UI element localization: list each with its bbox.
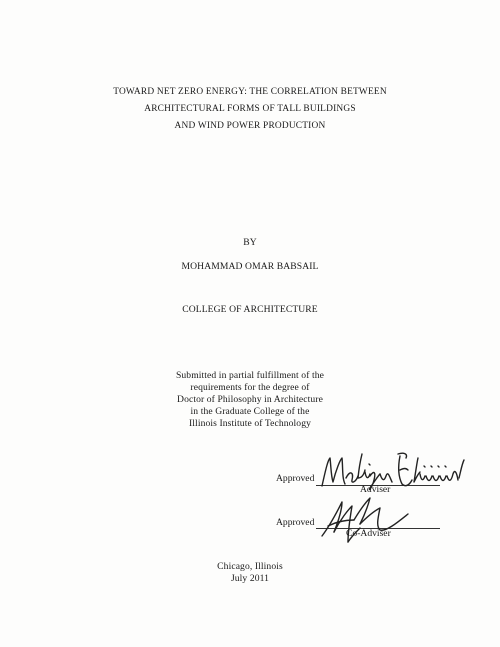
submission-date: July 2011 bbox=[230, 573, 270, 584]
thesis-title-line-3: AND WIND POWER PRODUCTION bbox=[174, 121, 326, 131]
submission-line-3: Doctor of Philosophy in Architecture bbox=[177, 394, 323, 405]
adviser-approved-label: Approved bbox=[276, 473, 315, 484]
submission-line-4: in the Graduate College of the bbox=[190, 406, 310, 417]
place: Chicago, Illinois bbox=[217, 561, 283, 572]
thesis-title-line-1: TOWARD NET ZERO ENERGY: THE CORRELATION BETWEEN bbox=[113, 87, 387, 97]
adviser-role-label: Adviser bbox=[360, 484, 391, 495]
submission-line-1: Submitted in partial fulfillment of the bbox=[175, 370, 325, 381]
by-label: BY bbox=[243, 237, 257, 248]
submission-line-5: Illinois Institute of Technology bbox=[189, 418, 311, 429]
co-adviser-signature bbox=[318, 492, 418, 548]
submission-line-2: requirements for the degree of bbox=[190, 382, 310, 393]
college-name: COLLEGE OF ARCHITECTURE bbox=[182, 304, 318, 315]
co-adviser-approved-label: Approved bbox=[276, 517, 315, 528]
author-name: MOHAMMAD OMAR BABSAIL bbox=[181, 261, 319, 272]
co-adviser-role-label: Co-Adviser bbox=[346, 528, 391, 539]
thesis-title-line-2: ARCHITECTURAL FORMS OF TALL BUILDINGS bbox=[144, 104, 356, 114]
adviser-signature bbox=[318, 448, 468, 494]
